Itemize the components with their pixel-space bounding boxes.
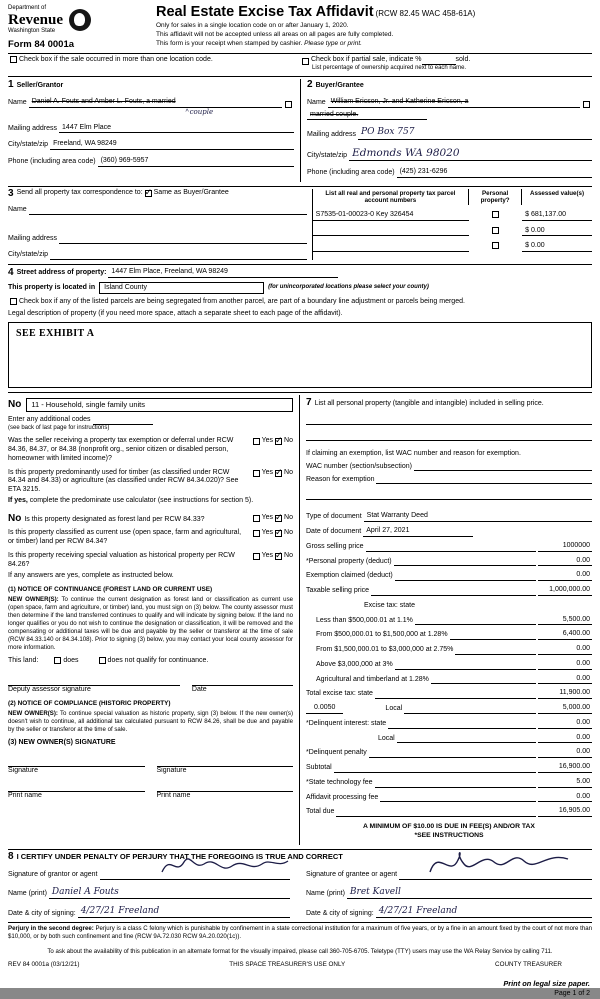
correspondence-name-label: Name	[8, 205, 27, 213]
correspondence-city-label: City/state/zip	[8, 250, 49, 258]
new-owner-printname-input-2[interactable]	[157, 781, 294, 792]
buyer-phone-label: Phone (including area code)	[307, 168, 395, 176]
doc-type-label: Type of document	[306, 513, 362, 521]
current-use-question: Is this property classified as current use (open space, farm and agricultural, or timber) land per RCW 84.34? Yes ✓ No	[8, 529, 293, 547]
grantor-signature-label: Signature of grantor or agent	[8, 871, 98, 879]
tax-row	[306, 704, 592, 714]
s6-q3-no-checkbox[interactable]	[275, 553, 282, 560]
buyer-name-input-line2[interactable]: married couple.	[307, 111, 427, 121]
segregated-parcel-label: Check box if any of the listed parcels are being segregated from another parcel, are part of a boundary line adjustment or parcels being merged.	[19, 298, 465, 306]
tax-row-value-input[interactable]: 0.00	[538, 748, 592, 758]
tax-row-value-input[interactable]: 0.00	[538, 660, 592, 670]
notice-continuance-heading: (1) NOTICE OF CONTINUANCE (FOREST LAND OR CURRENT USE)	[8, 586, 213, 594]
additional-codes-input[interactable]	[93, 417, 153, 425]
grantee-printname-label: Name (print)	[306, 890, 345, 898]
personal-property-line-1[interactable]	[306, 416, 592, 425]
tax-row	[306, 571, 592, 581]
rev-number: REV 84 0001a (03/12/21)	[8, 961, 80, 969]
dor-logo	[8, 5, 148, 51]
tax-row-value-input[interactable]: 11,900.00	[538, 689, 592, 699]
new-owner-printname-input-1[interactable]	[8, 781, 145, 792]
tax-row-label: From $1,500,000.01 to $3,000,000 at 2.75%	[316, 646, 454, 653]
tax-row-label: Subtotal	[306, 764, 332, 771]
tax-row-value-input[interactable]: 1000000	[538, 542, 592, 552]
buyer-city-handwriting: Edmonds WA 98020	[352, 146, 460, 159]
historic-property-question: Is this property receiving special valuation as historical property per RCW 84.26? Yes ✓ No	[8, 552, 293, 570]
tax-row-label: Gross selling price	[306, 542, 364, 550]
deputy-date-label: Date	[191, 686, 207, 694]
tax-row-value-input[interactable]: 5,000.00	[538, 704, 592, 714]
any-yes-note: If any answers are yes, complete as instructed below.	[8, 572, 174, 580]
ownership-percentage-note: List percentage of ownership acquired next to each name.	[312, 64, 467, 71]
tax-row	[306, 778, 592, 788]
tax-row-label: Less than $500,000.01 at 1.1%	[316, 616, 413, 624]
tax-row-label: Exemption claimed (deduct)	[306, 572, 393, 580]
same-as-buyer-label: Same as Buyer/Grantee	[153, 189, 229, 197]
agency-state-label: Washington State	[8, 27, 56, 34]
exemption-reason-label: Reason for exemption	[306, 475, 375, 483]
tax-row-value-input[interactable]: 5,500.00	[538, 616, 592, 626]
agency-name: Revenue	[8, 11, 63, 28]
current-use-text: Is this property classified as current use (open space, farm and agricultural, or timber) land per RCW 84.34?	[8, 529, 242, 546]
land-does-checkbox[interactable]	[54, 657, 61, 664]
seller-name-insert-handwriting: ^ couple	[185, 108, 213, 118]
deputy-assessor-signature-input[interactable]	[8, 675, 180, 686]
parties-section	[8, 76, 592, 185]
print-name-label-1: Print name	[8, 792, 42, 800]
header-note-1: Only for sales in a single location code on or after January 1, 2020.	[156, 21, 349, 29]
correspondence-mailing-input[interactable]	[59, 235, 307, 244]
wac-number-label: WAC number (section/subsection)	[306, 462, 412, 470]
buyer-heading: Buyer/Grantee	[315, 82, 364, 90]
grantee-date-city-handwriting: 4/27/21 Freeland	[378, 906, 458, 917]
title-block	[148, 5, 592, 51]
buyer-name-input[interactable]: William Ericson, Jr. and Katherine Ericson, a	[328, 98, 580, 108]
tax-row-rule	[394, 565, 536, 566]
wac-number-input[interactable]	[414, 462, 592, 471]
correspondence-name-input[interactable]	[29, 206, 307, 215]
section-5-number: No	[8, 398, 22, 410]
s6-q1-no-checkbox[interactable]	[275, 515, 282, 522]
tax-row-label: Above $3,000,000 at 3%	[316, 660, 393, 668]
s5-q2-no-checkbox[interactable]	[275, 470, 282, 477]
notice-continuance-text: NEW OWNER(S): To continue the current designation as forest land or classification as current use (open space, farm and agriculture, or timber) land, you must sign on (3) below. The county assessor must then determine if the land transferred continues to qualify and will indicate by signing below. If the land no longer qualifies or you do not wish to continue the designation or classification, it will be removed and the compensating or additional taxes will be due and payable by the seller or transferor at the time of sale (RCW 84.33.140 or 84.34.108). Prior to signing (3) below, you may contact your local county assessor for more information.	[8, 596, 293, 651]
section-7-personal-property	[306, 398, 592, 409]
form-title-rcw-ref: (RCW 82.45 WAC 458-61A)	[375, 9, 476, 18]
correspondence-label: Send all property tax correspondence to:	[16, 189, 143, 197]
tax-row	[306, 616, 592, 626]
tax-row-label: *Delinquent interest: state	[306, 719, 387, 727]
grantor-signature-input[interactable]	[100, 871, 290, 880]
doc-date-input[interactable]: April 27, 2021	[363, 527, 473, 537]
tax-row-rule	[395, 580, 536, 581]
washington-profile-icon	[69, 9, 91, 31]
local-rate-input[interactable]: 0.0050	[306, 704, 343, 714]
s5-q1-no-checkbox[interactable]	[275, 438, 282, 445]
parcel-number-input[interactable]	[313, 243, 469, 252]
tax-row	[306, 602, 592, 611]
tax-row-value-input[interactable]: 0.00	[538, 719, 592, 729]
assessed-value-input[interactable]: $ 0.00	[522, 227, 592, 237]
tax-row-value-input[interactable]: 0.00	[538, 571, 592, 581]
buyer-mailing-input[interactable]	[358, 127, 592, 139]
personal-property-checkbox[interactable]	[492, 242, 499, 249]
section-8-certification	[8, 849, 592, 923]
assessed-value-input[interactable]: $ 0.00	[522, 242, 592, 252]
tax-row-label: *Personal property (deduct)	[306, 557, 392, 565]
seller-name-insert-line	[8, 108, 294, 117]
section-8-number: 8	[8, 850, 14, 862]
historic-property-text: Is this property receiving special valuation as historical property per RCW 84.26?	[8, 551, 235, 568]
personal-property-checkbox[interactable]	[492, 211, 499, 218]
tax-row-label: Total due	[306, 808, 335, 816]
seller-city-input[interactable]: Freeland, WA 98249	[50, 140, 294, 150]
signature-label-1: Signature	[8, 766, 38, 774]
new-owner-signature-input-2[interactable]	[157, 756, 294, 767]
street-address-input[interactable]: 1447 Elm Place, Freeland, WA 98249	[108, 268, 338, 278]
form-number: Form 84 0001a	[8, 39, 75, 50]
exemption-reason-input[interactable]	[376, 475, 592, 484]
partial-sale-label: Check box if partial sale, indicate %	[311, 55, 422, 63]
personal-property-list-label: List all personal property (tangible and intangible) included in selling price.	[314, 399, 544, 407]
additional-codes-label: Enter any additional codes	[8, 416, 91, 424]
parcel-table-header	[313, 189, 592, 205]
new-owner-printname-row	[8, 781, 293, 801]
partial-sale-percent-input[interactable]	[422, 57, 456, 65]
perjury-notice: Perjury in the second degree: Perjury is a class C felony which is punishable by confinement in a state correctional institution for a maximum of five years, or by a fine in an amount fixed by the court of not more than $10,000, or by both such confinement and fine (RCW 9A.72.030 RCW 9A.20.020(1c)).	[8, 922, 592, 945]
tax-row-label: Local	[385, 705, 403, 712]
doc-type-input[interactable]: Stat Warranty Deed	[364, 512, 592, 522]
buyer-ownership-percent-checkbox[interactable]	[583, 101, 590, 108]
tax-row-label: Affidavit processing fee	[306, 793, 379, 801]
land-does-not-checkbox[interactable]	[99, 657, 106, 664]
section-4-number: 4	[8, 266, 14, 278]
s5-q2-yes-checkbox[interactable]	[253, 470, 260, 477]
timber-agriculture-text: Is this property predominantly used for timber (as classified under RCW 84.34 and 84.33) or agriculture (as classified under RCW 84.34.020)? See ETA 3215.	[8, 468, 239, 494]
tax-row-value-input[interactable]: 16,905.00	[538, 807, 592, 817]
this-land-label: This land:	[8, 656, 39, 664]
tax-row	[306, 586, 592, 596]
buyer-phone-input[interactable]: (425) 231-6296	[397, 168, 592, 178]
tax-row-label: *State technology fee	[306, 778, 373, 786]
tax-row	[306, 763, 592, 773]
legal-description-label: Legal description of property (if you need more space, attach a separate sheet to each page of the affidavit).	[8, 310, 343, 317]
tax-row-rule	[395, 669, 536, 670]
section-2-number: 2	[307, 79, 313, 91]
tax-row-rule	[336, 816, 536, 817]
notice-compliance-heading: (2) NOTICE OF COMPLIANCE (HISTORIC PROPERTY)	[8, 700, 171, 708]
deputy-date-input[interactable]	[192, 675, 293, 686]
deputy-assessor-row	[8, 675, 293, 695]
footer-row	[8, 961, 592, 969]
grantee-printname-input[interactable]	[347, 887, 592, 899]
tax-row-value-input[interactable]: 1,000,000.00	[538, 586, 592, 596]
alternate-format-note: To ask about the availability of this publication in an alternate format for the visually impaired, please call 360-705-6705. Teletype (TTY) users may use the WA Relay Service by calling 711.	[47, 948, 553, 956]
section-2-buyer	[300, 79, 592, 181]
grantor-printname-input[interactable]	[49, 887, 290, 899]
exemption-deferral-question: Was the seller receiving a property tax exemption or deferral under RCW 84.36, 84.37, or 84.38 (nonprofit org., senior citizen or disabled person, homeowner with limited income)? Yes ✓ No	[8, 437, 293, 463]
seller-mailing-label: Mailing address	[8, 124, 58, 132]
tax-row-rule	[375, 787, 536, 788]
correspondence-mailing-label: Mailing address	[8, 234, 58, 242]
tax-row-label: Taxable selling price	[306, 587, 370, 594]
tax-row-value-input[interactable]: 0.00	[538, 793, 592, 803]
personal-property-line-2[interactable]	[306, 432, 592, 441]
seller-city-label: City/state/zip	[8, 141, 49, 149]
tax-row	[306, 645, 592, 655]
tax-row-rule	[371, 595, 536, 596]
tax-row-value-input[interactable]: 5.00	[538, 778, 592, 788]
buyer-name-label: Name	[307, 98, 326, 106]
partial-sale-checkbox[interactable]	[302, 58, 309, 65]
forest-land-text: Is this property designated as forest land per RCW 84.33?	[24, 515, 205, 523]
multiple-location-checkbox[interactable]	[10, 56, 17, 63]
header-note-2: This affidavit will not be accepted unless all areas on all pages are fully completed.	[156, 31, 394, 39]
seller-ownership-percent-checkbox[interactable]	[285, 101, 292, 108]
parcel-row	[313, 211, 592, 221]
parcel-number-input[interactable]: S7535-01-00023-0 Key 326454	[313, 211, 469, 221]
legal-description-box[interactable]	[8, 322, 592, 388]
parcel-number-input[interactable]	[313, 227, 469, 236]
page-number: Page 1 of 2	[554, 990, 590, 998]
forest-land-question: No Is this property designated as forest land per RCW 84.33? Yes ✓ No	[8, 514, 293, 525]
section-4-property	[8, 264, 592, 392]
tax-row-rule	[366, 551, 536, 552]
exemption-reason-line-2[interactable]	[306, 491, 592, 500]
street-address-label: Street address of property:	[16, 268, 107, 276]
county-select[interactable]: Island County	[99, 282, 264, 295]
seller-mailing-input[interactable]: 1447 Elm Place	[59, 124, 294, 134]
grantee-signature-input[interactable]	[399, 871, 592, 880]
does-not-qualify-label: does not qualify for continuance.	[107, 656, 209, 664]
parcel-row	[313, 227, 592, 237]
section-6-number: No	[8, 512, 22, 524]
tax-row-rule	[397, 742, 536, 743]
legal-size-note: Print on legal size paper.	[503, 979, 590, 989]
tax-row-label: *Delinquent penalty	[306, 749, 367, 757]
s5-q1-yes-checkbox[interactable]	[253, 438, 260, 445]
section-7-number: 7	[306, 396, 312, 408]
assessed-value-col-header: Assessed value(s)	[530, 189, 585, 197]
section-3-correspondence	[8, 186, 592, 264]
seller-name-input[interactable]: Daniel A. Fouts and Amber L. Fouts, a married	[29, 98, 282, 108]
form-header	[8, 5, 592, 53]
s6-q2-yes-checkbox[interactable]	[253, 530, 260, 537]
tax-row-rule	[415, 624, 536, 625]
section-5-use-code	[8, 398, 293, 412]
tax-row	[306, 542, 592, 552]
tax-row	[306, 748, 592, 758]
grantor-date-city-label: Date & city of signing:	[8, 909, 76, 917]
timber-agriculture-question: Is this property predominantly used for timber (as classified under RCW 84.34 and 84.33) or agriculture (as classified under RCW 84.34.020)? See ETA 3215. Yes ✓ No	[8, 469, 293, 495]
personal-property-col-header: Personal property?	[469, 189, 522, 205]
grantee-signature-label: Signature of grantee or agent	[306, 871, 398, 879]
land-qualify-row: This land: does does not qualify for continuance.	[8, 656, 209, 664]
assessed-value-input[interactable]: $ 681,137.00	[522, 211, 592, 221]
personal-property-checkbox[interactable]	[492, 227, 499, 234]
exemption-deferral-text: Was the seller receiving a property tax exemption or deferral under RCW 84.36, 84.37, or 84.38 (nonprofit org., senior citizen or disabled person, homeowner with limited income)?	[8, 437, 234, 462]
tax-row-rule	[431, 683, 536, 684]
top-checkbox-row	[8, 53, 592, 76]
tax-row-label: Total excise tax: state	[306, 690, 373, 698]
new-owner-signature-row	[8, 756, 293, 776]
grantor-signing-block	[8, 871, 300, 919]
tax-row-rule	[334, 772, 536, 773]
new-owner-signature-input-1[interactable]	[8, 756, 145, 767]
grantor-date-city-handwriting: 4/27/21 Freeland	[80, 906, 160, 917]
agency-dept-label: Department of	[8, 5, 47, 11]
correspondence-city-input[interactable]	[50, 251, 307, 260]
tax-row-value-input[interactable]: 0.00	[538, 645, 592, 655]
grantee-signing-block	[300, 871, 592, 919]
tax-row	[306, 675, 592, 685]
tax-row-label: Excise tax: state	[364, 601, 415, 609]
tax-row-value-input[interactable]: 16,900.00	[538, 763, 592, 773]
land-use-code-select[interactable]: 11 - Household, single family units	[26, 398, 293, 412]
county-treasurer-label: COUNTY TREASURER	[495, 961, 562, 969]
section-3-number: 3	[8, 187, 14, 199]
form-title: Real Estate Excise Tax Affidavit	[156, 4, 374, 20]
mid-sections	[8, 392, 592, 849]
grantor-printname-handwriting: Daniel A Fouts	[51, 886, 119, 897]
tax-row-value-input[interactable]: 0.00	[538, 734, 592, 744]
grantee-printname-handwriting: Bret Kavell	[349, 886, 401, 897]
additional-codes-note: (see back of last page for instructions)	[8, 424, 110, 431]
tax-row-rule	[455, 654, 536, 655]
tax-row-rule	[380, 801, 536, 802]
buyer-mailing-handwriting: PO Box 757	[361, 127, 415, 138]
doc-date-label: Date of document	[306, 528, 362, 535]
seller-phone-input[interactable]: (360) 969-5957	[98, 157, 294, 167]
tax-row	[306, 734, 592, 744]
parcel-col-header: List all real and personal property tax parcel account numbers	[313, 189, 469, 205]
deputy-assessor-label: Deputy assessor signature	[8, 686, 91, 694]
seller-phone-label: Phone (including area code)	[8, 158, 96, 166]
header-note-3: This form is your receipt when stamped by cashier. Please type or print.	[156, 40, 362, 48]
tax-row-rule	[404, 713, 536, 714]
tax-row	[306, 719, 592, 729]
tax-row	[306, 689, 592, 699]
tax-row	[306, 807, 592, 817]
parcel-table	[312, 189, 592, 260]
multiple-location-label: Check box if the sale occurred in more than one location code.	[19, 55, 213, 63]
tax-row	[306, 660, 592, 670]
notice-compliance-text: NEW OWNER(S): To continue special valuation as historic property, sign (3) below. If the new owner(s) doesn't wish to continue, all additional tax calculated pursuant to RCW 84.26, shall be due and payable by the seller or transferor at the time of sale.	[8, 710, 294, 733]
tax-row-value-input[interactable]: 0.00	[538, 557, 592, 567]
grantee-date-city-input[interactable]	[376, 906, 592, 918]
tax-row	[306, 630, 592, 640]
print-note-block	[503, 979, 592, 999]
tax-row-rule	[375, 698, 536, 699]
located-in-label: This property is located in	[8, 283, 96, 291]
treasurer-space-label: THIS SPACE TREASURER'S USE ONLY	[229, 961, 346, 969]
seller-heading: Seller/Grantor	[16, 82, 64, 90]
s6-q2-no-checkbox[interactable]	[275, 530, 282, 537]
stamp-area	[8, 979, 592, 999]
new-owner-signature-heading: (3) NEW OWNER(S) SIGNATURE	[8, 738, 116, 746]
tax-row-label: From $500,000.01 to $1,500,000 at 1.28%	[316, 631, 448, 639]
signature-label-2: Signature	[156, 766, 187, 774]
segregated-parcel-checkbox[interactable]	[10, 298, 17, 305]
certify-statement: I CERTIFY UNDER PENALTY OF PERJURY THAT THE FOREGOING IS TRUE AND CORRECT	[16, 852, 343, 862]
see-instructions-note: *SEE INSTRUCTIONS	[414, 832, 484, 840]
tax-row-rule	[450, 639, 536, 640]
parcel-row	[313, 242, 592, 252]
partial-sale-sold-label: sold.	[455, 55, 471, 63]
exemption-claim-note: If claiming an exemption, list WAC number and reason for exemption.	[306, 449, 521, 457]
s6-q1-yes-checkbox[interactable]	[253, 515, 260, 522]
tax-row	[306, 557, 592, 567]
county-note: (for unincorporated locations please select your county)	[268, 284, 429, 291]
s6-q3-yes-checkbox[interactable]	[253, 553, 260, 560]
tax-row-value-input[interactable]: 0.00	[538, 675, 592, 685]
grantor-date-city-input[interactable]	[78, 906, 290, 918]
grantee-date-city-label: Date & city of signing:	[306, 909, 374, 917]
same-as-buyer-checkbox[interactable]	[145, 190, 152, 197]
section-1-seller	[8, 79, 300, 181]
buyer-city-label: City/state/zip	[307, 152, 348, 159]
buyer-city-input[interactable]	[349, 147, 592, 161]
tax-row-rule	[369, 757, 536, 758]
minimum-due-note: A MINIMUM OF $10.00 IS DUE IN FEE(S) AND/OR TAX	[363, 823, 535, 830]
tax-row-value-input[interactable]: 6,400.00	[538, 630, 592, 640]
predominate-use-note: If yes, complete the predominate use calculator (see instructions for section 5).	[8, 496, 254, 504]
buyer-mailing-label: Mailing address	[307, 130, 357, 138]
tax-row-label: Agricultural and timberland at 1.28%	[316, 675, 429, 683]
tax-row-label: Local	[378, 734, 395, 742]
print-name-label-2: Print name	[156, 792, 191, 800]
tax-row-rule	[388, 728, 536, 729]
section-1-number: 1	[8, 79, 14, 91]
grantor-printname-label: Name (print)	[8, 890, 47, 898]
seller-name-label: Name	[8, 98, 27, 106]
legal-description-value: SEE EXHIBIT A	[16, 327, 95, 339]
tax-row	[306, 793, 592, 803]
